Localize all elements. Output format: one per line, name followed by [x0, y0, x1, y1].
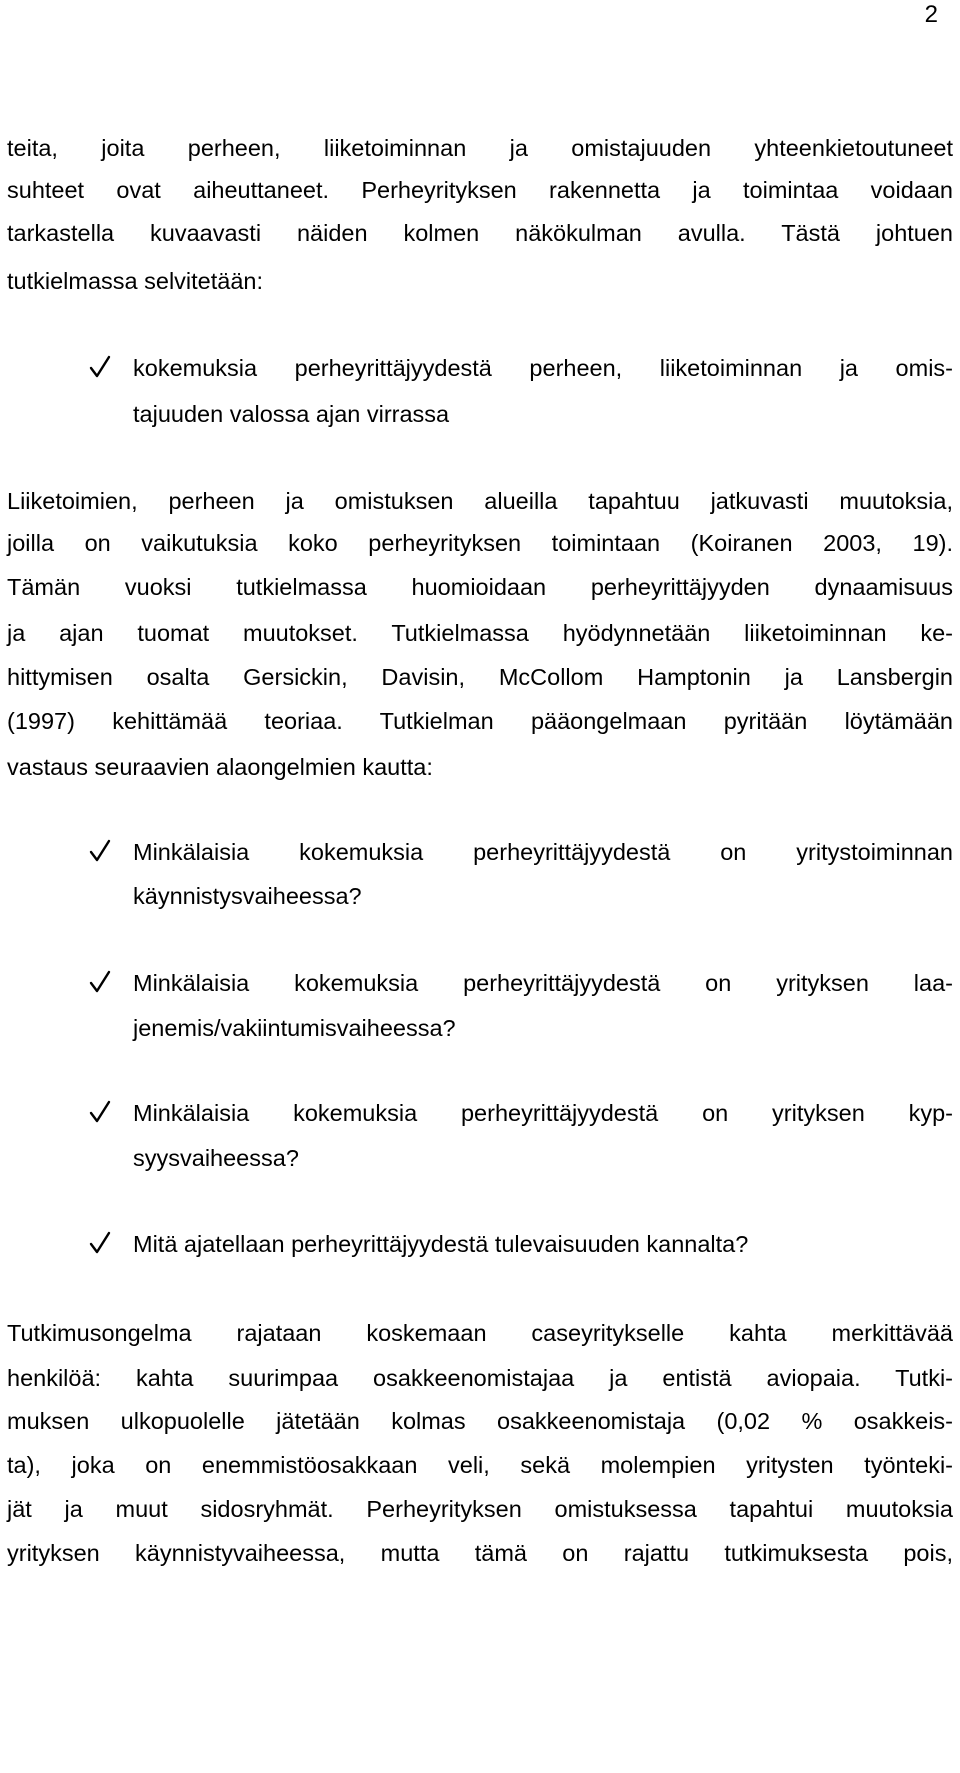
checkmark-icon: [89, 969, 111, 995]
text-line: Liiketoimien, perheen ja omistuksen alueilla tapahtuu jatkuvasti muutoksia,: [7, 488, 953, 514]
question-line: käynnistysvaiheessa?: [133, 883, 362, 909]
text-line: henkilöä: kahta suurimpaa osakkeenomistajaa ja entistä aviopaia. Tutki-: [7, 1365, 953, 1391]
text-line: suhteet ovat aiheuttaneet. Perheyrityksen rakennetta ja toimintaa voidaan: [7, 177, 953, 203]
question-line: Minkälaisia kokemuksia perheyrittäjyydestä on yrityksen laa-: [133, 970, 953, 996]
checkmark-icon: [89, 1230, 111, 1256]
text-line: Tämän vuoksi tutkielmassa huomioidaan perheyrittäjyyden dynaamisuus: [7, 574, 953, 600]
text-line: vastaus seuraavien alaongelmien kautta:: [7, 754, 433, 780]
text-line: (1997) kehittämää teoriaa. Tutkielman pääongelmaan pyritään löytämään: [7, 708, 953, 734]
checkmark-icon: [89, 838, 111, 864]
question-line: Minkälaisia kokemuksia perheyrittäjyydestä on yritystoiminnan: [133, 839, 953, 865]
text-line: yrityksen käynnistyvaiheessa, mutta tämä on rajattu tutkimuksesta pois,: [7, 1540, 953, 1566]
text-line: teita, joita perheen, liiketoiminnan ja omistajuuden yhteenkietoutuneet: [7, 135, 953, 161]
text-line: tutkielmassa selvitetään:: [7, 268, 264, 294]
text-line: muksen ulkopuolelle jätetään kolmas osakkeenomistaja (0,02 % osakkeis-: [7, 1408, 953, 1434]
text-line: ja ajan tuomat muutokset. Tutkielmassa hyödynnetään liiketoiminnan ke-: [7, 620, 953, 646]
question-line: Minkälaisia kokemuksia perheyrittäjyydestä on yrityksen kyp-: [133, 1100, 953, 1126]
checkmark-icon: [89, 354, 111, 380]
text-line: tarkastella kuvaavasti näiden kolmen näkökulman avulla. Tästä johtuen: [7, 220, 953, 246]
bullet-line: tajuuden valossa ajan virrassa: [133, 401, 450, 427]
text-line: Tutkimusongelma rajataan koskemaan caseyritykselle kahta merkittävää: [7, 1320, 953, 1346]
checkmark-icon: [89, 1099, 111, 1125]
text-line: ta), joka on enemmistöosakkaan veli, sekä molempien yritysten työnteki-: [7, 1452, 953, 1478]
page-number: 2: [924, 1, 938, 28]
question-line: syysvaiheessa?: [133, 1145, 299, 1171]
bullet-line: kokemuksia perheyrittäjyydestä perheen, liiketoiminnan ja omis-: [133, 355, 953, 381]
question-line: jenemis/vakiintumisvaiheessa?: [133, 1015, 456, 1041]
text-line: joilla on vaikutuksia koko perheyrityksen toimintaan (Koiranen 2003, 19).: [7, 530, 953, 556]
text-line: hittymisen osalta Gersickin, Davisin, McCollom Hamptonin ja Lansbergin: [7, 664, 953, 690]
text-line: jät ja muut sidosryhmät. Perheyrityksen omistuksessa tapahtui muutoksia: [7, 1496, 953, 1522]
question-line: Mitä ajatellaan perheyrittäjyydestä tulevaisuuden kannalta?: [133, 1231, 749, 1257]
